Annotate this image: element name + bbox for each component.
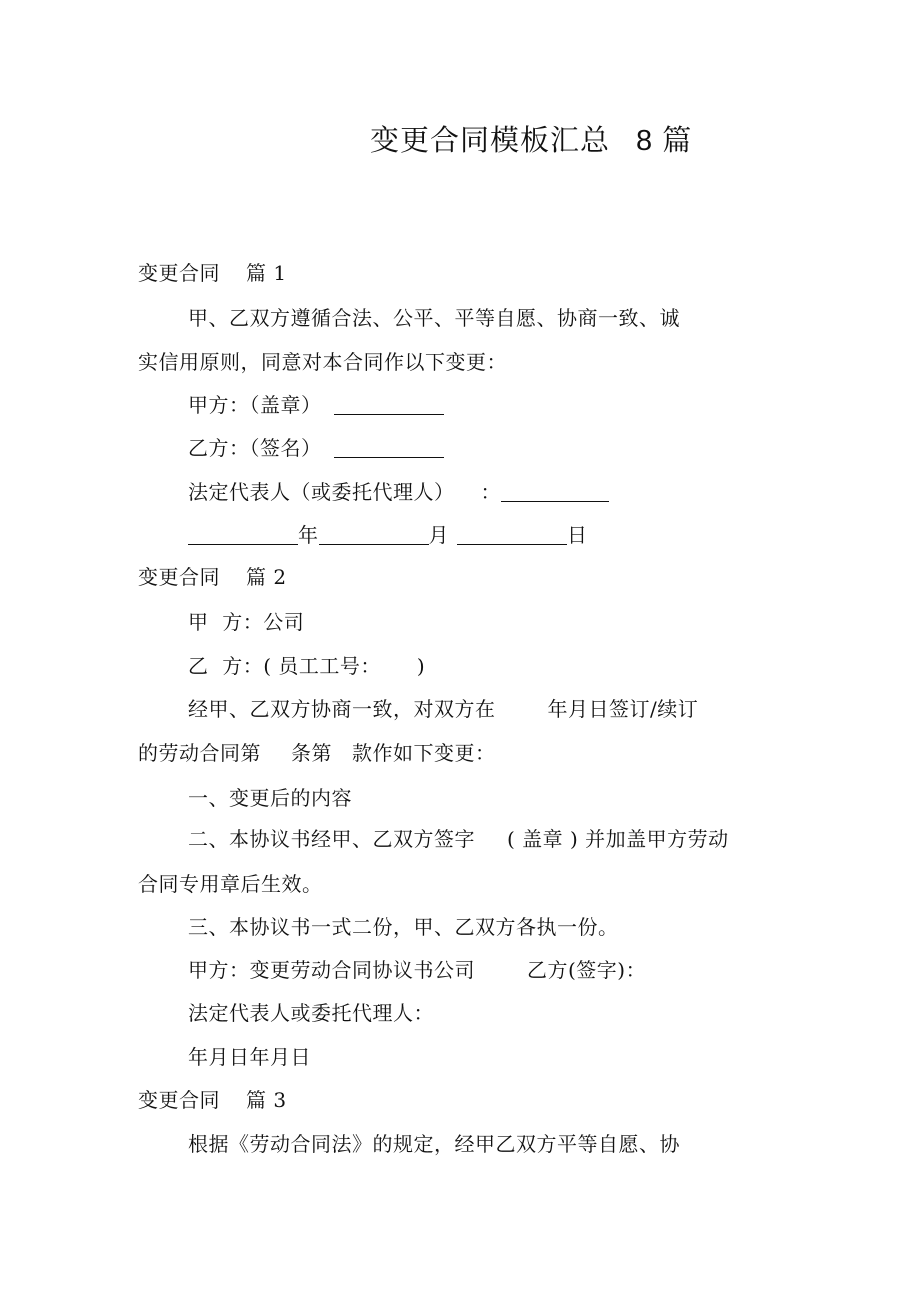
date-year-label: 年 [298, 523, 319, 547]
section1-party-b-label: 乙方：（签名） [188, 436, 322, 460]
section2-signatures [188, 957, 646, 983]
section2-sign-dates: 年月日年月日 [188, 1045, 311, 1069]
section3-heading-num: 篇 3 [246, 1088, 287, 1112]
year-blank [188, 524, 298, 545]
section1-heading-num: 篇 1 [246, 261, 287, 285]
party-a-seal-blank [334, 394, 444, 415]
section2-party-b-paren-open: ( 员工工号： [263, 654, 381, 678]
section1-heading [138, 260, 287, 286]
section2-sign-representative: 法定代表人或委托代理人： [188, 1001, 434, 1025]
section3-para1-line1: 根据《劳动合同法》的规定，经甲乙双方平等自愿、协 [188, 1132, 680, 1156]
section2-item1: 一、变更后的内容 [188, 786, 352, 810]
section2-para1-part1: 经甲、乙双方协商一致，对双方在 [188, 697, 496, 721]
section2-para1-line2 [138, 740, 496, 766]
section2-para1-line2-part2: 条第 [291, 741, 332, 765]
section2-party-a: 甲 方：公司 [188, 610, 305, 634]
section2-heading [138, 564, 287, 590]
section2-item2-line2: 合同专用章后生效。 [138, 872, 323, 896]
title-count: 8 篇 [636, 125, 693, 157]
section1-para1-line1: 甲、乙双方遵循合法、公平、平等自愿、协商一致、诚 [188, 306, 680, 330]
section2-item3: 三、本协议书一式二份，甲、乙双方各执一份。 [188, 915, 619, 939]
section1-representative-label: 法定代表人（或委托代理人） [188, 480, 455, 504]
section2-sign-party-a: 甲方：变更劳动合同协议书公司 [188, 958, 475, 982]
document-title [370, 118, 692, 159]
section2-para1-line2-part1: 的劳动合同第 [138, 741, 261, 765]
section1-date [188, 522, 588, 548]
section2-item2-line1 [188, 826, 729, 852]
representative-blank [501, 481, 609, 502]
title-text: 变更合同模板汇总 [370, 123, 611, 157]
section2-para1-part2: 年月日签订/续订 [547, 697, 699, 721]
section2-item2-part2: ( 盖章 ) 并加盖甲方劳动 [507, 827, 729, 851]
section2-para1-line1 [188, 696, 698, 722]
section1-representative [188, 479, 609, 505]
section1-heading-prefix: 变更合同 [138, 261, 220, 285]
section3-heading [138, 1087, 287, 1113]
section2-item2-part1: 二、本协议书经甲、乙双方签字 [188, 827, 475, 851]
section2-sign-party-b: 乙方(签字)： [527, 958, 647, 982]
section2-heading-num: 篇 2 [246, 565, 287, 589]
section1-party-b [188, 435, 444, 461]
section1-representative-colon: ： [480, 480, 501, 504]
month-blank [319, 524, 429, 545]
date-month-label: 月 [428, 523, 449, 547]
day-blank [457, 524, 567, 545]
section2-party-b-label: 乙 方： [188, 654, 264, 678]
section3-heading-prefix: 变更合同 [138, 1088, 220, 1112]
section2-party-b [188, 653, 425, 679]
section1-party-a [188, 392, 444, 418]
party-b-signature-blank [334, 437, 444, 458]
section1-para1-line2: 实信用原则，同意对本合同作以下变更： [138, 350, 507, 374]
section2-heading-prefix: 变更合同 [138, 565, 220, 589]
section2-para1-line2-part3: 款作如下变更： [352, 741, 496, 765]
section2-party-b-paren-close: ) [416, 654, 426, 678]
section1-party-a-label: 甲方：（盖章） [188, 393, 322, 417]
date-day-label: 日 [567, 523, 588, 547]
